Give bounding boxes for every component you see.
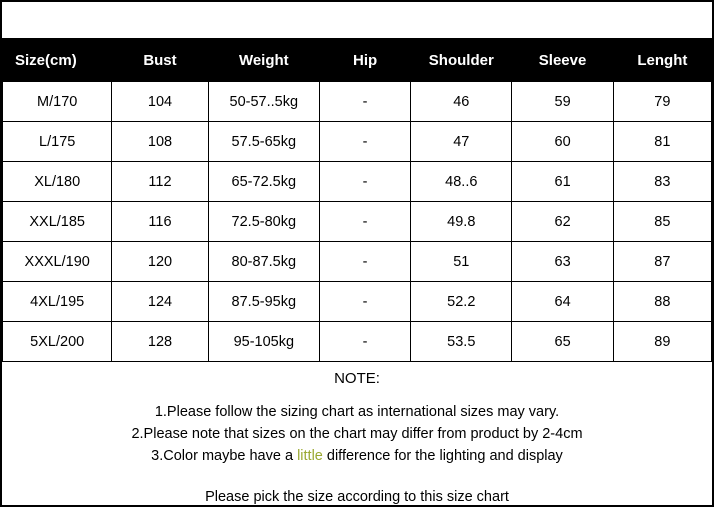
cell-weight: 50-57..5kg <box>208 82 319 122</box>
cell-shoulder: 49.8 <box>411 202 512 242</box>
top-spacer <box>2 2 712 38</box>
cell-lenght: 87 <box>613 242 711 282</box>
notes-section <box>2 362 712 505</box>
cell-hip: - <box>320 122 411 162</box>
cell-size: XL/180 <box>3 162 112 202</box>
cell-weight: 95-105kg <box>208 322 319 362</box>
size-chart-table <box>2 38 712 362</box>
note-footer: Please pick the size according to this size chart <box>205 489 509 505</box>
table-row <box>3 122 712 162</box>
header-cell-lenght: Lenght <box>613 39 711 82</box>
cell-shoulder: 53.5 <box>411 322 512 362</box>
table-body <box>3 82 712 362</box>
cell-lenght: 83 <box>613 162 711 202</box>
header-cell-bust: Bust <box>112 39 208 82</box>
cell-lenght: 81 <box>613 122 711 162</box>
cell-shoulder: 46 <box>411 82 512 122</box>
cell-size: 4XL/195 <box>3 282 112 322</box>
note-line-3-pre: 3.Color maybe have a <box>151 448 298 464</box>
header-cell-size: Size(cm) <box>3 39 112 82</box>
cell-size: 5XL/200 <box>3 322 112 362</box>
cell-weight: 65-72.5kg <box>208 162 319 202</box>
cell-hip: - <box>320 162 411 202</box>
cell-size: XXL/185 <box>3 202 112 242</box>
note-line-2: 2.Please note that sizes on the chart may differ from product by 2-4cm <box>131 426 583 442</box>
cell-hip: - <box>320 202 411 242</box>
cell-bust: 124 <box>112 282 208 322</box>
cell-sleeve: 59 <box>512 82 613 122</box>
cell-lenght: 88 <box>613 282 711 322</box>
table-row <box>3 282 712 322</box>
cell-weight: 57.5-65kg <box>208 122 319 162</box>
cell-bust: 116 <box>112 202 208 242</box>
cell-sleeve: 63 <box>512 242 613 282</box>
cell-weight: 87.5-95kg <box>208 282 319 322</box>
header-cell-sleeve: Sleeve <box>512 39 613 82</box>
cell-shoulder: 48..6 <box>411 162 512 202</box>
header-cell-shoulder: Shoulder <box>411 39 512 82</box>
header-row <box>3 39 712 82</box>
table-header <box>3 39 712 82</box>
cell-hip: - <box>320 242 411 282</box>
cell-shoulder: 47 <box>411 122 512 162</box>
header-cell-hip: Hip <box>320 39 411 82</box>
cell-sleeve: 65 <box>512 322 613 362</box>
cell-hip: - <box>320 322 411 362</box>
note-line-3 <box>151 445 563 467</box>
cell-bust: 104 <box>112 82 208 122</box>
header-cell-weight: Weight <box>208 39 319 82</box>
cell-bust: 128 <box>112 322 208 362</box>
cell-hip: - <box>320 282 411 322</box>
cell-lenght: 85 <box>613 202 711 242</box>
cell-shoulder: 51 <box>411 242 512 282</box>
cell-weight: 72.5-80kg <box>208 202 319 242</box>
cell-bust: 120 <box>112 242 208 282</box>
cell-size: XXXL/190 <box>3 242 112 282</box>
table-row <box>3 202 712 242</box>
table-row <box>3 162 712 202</box>
note-line-3-highlight: little <box>297 448 323 464</box>
cell-sleeve: 61 <box>512 162 613 202</box>
cell-lenght: 89 <box>613 322 711 362</box>
note-title: NOTE: <box>334 370 380 387</box>
note-line-3-post: difference for the lighting and display <box>322 448 563 464</box>
cell-shoulder: 52.2 <box>411 282 512 322</box>
cell-lenght: 79 <box>613 82 711 122</box>
note-line-1: 1.Please follow the sizing chart as international sizes may vary. <box>154 404 560 420</box>
cell-bust: 112 <box>112 162 208 202</box>
table-row <box>3 322 712 362</box>
cell-size: M/170 <box>3 82 112 122</box>
cell-sleeve: 62 <box>512 202 613 242</box>
cell-sleeve: 64 <box>512 282 613 322</box>
cell-size: L/175 <box>3 122 112 162</box>
table-row <box>3 82 712 122</box>
cell-weight: 80-87.5kg <box>208 242 319 282</box>
cell-hip: - <box>320 82 411 122</box>
table-row <box>3 242 712 282</box>
cell-sleeve: 60 <box>512 122 613 162</box>
cell-bust: 108 <box>112 122 208 162</box>
